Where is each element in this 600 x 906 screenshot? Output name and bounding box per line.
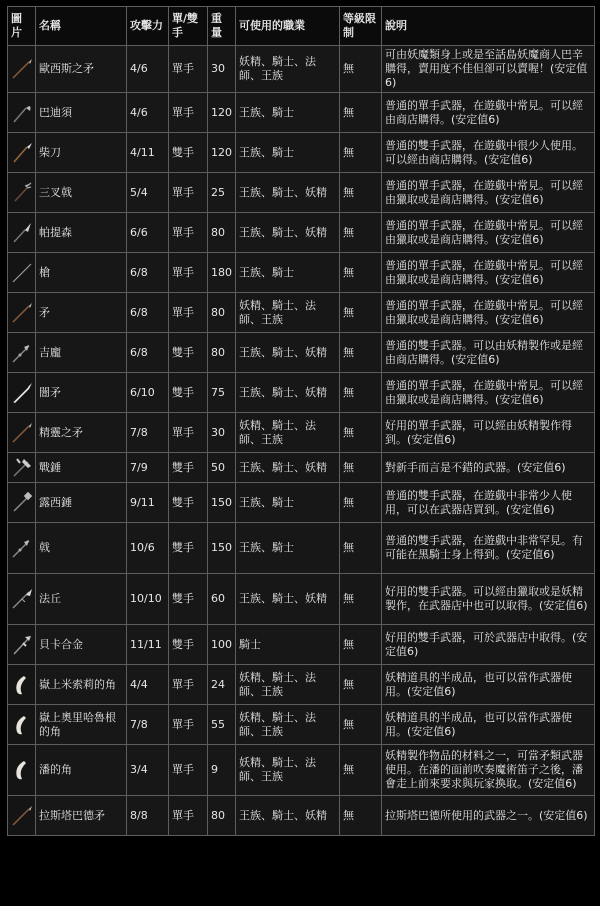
- cell-classes: 妖精、騎士、法師、王族: [236, 705, 340, 745]
- cell-hands: 單手: [169, 213, 208, 253]
- cell-name: 帕提森: [36, 213, 127, 253]
- horn-icon: [10, 673, 34, 697]
- cell-name: 柴刀: [36, 133, 127, 173]
- cell-weight: 9: [208, 745, 236, 796]
- cell-desc: 好用的單手武器，可以經由妖精製作得到。(安定值6): [382, 413, 595, 453]
- cell-icon: [8, 745, 36, 796]
- cell-level: 無: [340, 213, 382, 253]
- cell-weight: 150: [208, 523, 236, 574]
- cell-classes: 王族、騎士、妖精: [236, 574, 340, 625]
- cell-level: 無: [340, 173, 382, 213]
- cell-weight: 30: [208, 413, 236, 453]
- table-row: [8, 413, 595, 453]
- header-level: 等級限制: [340, 7, 382, 46]
- table-row: [8, 745, 595, 796]
- cell-desc: 妖精道具的半成品，也可以當作武器使用。(安定值6): [382, 705, 595, 745]
- lance-icon: [10, 261, 34, 285]
- header-row: [8, 7, 595, 46]
- cell-weight: 30: [208, 46, 236, 93]
- hammer-icon: [10, 491, 34, 515]
- cell-icon: [8, 133, 36, 173]
- cell-icon: [8, 625, 36, 665]
- table-row: [8, 483, 595, 523]
- cell-level: 無: [340, 745, 382, 796]
- trident-icon: [10, 181, 34, 205]
- cell-icon: [8, 796, 36, 836]
- halberd-icon: [10, 536, 34, 560]
- cell-name: 槍: [36, 253, 127, 293]
- cell-attack: 4/11: [127, 133, 169, 173]
- cell-name: 嶽上奧里哈魯根的角: [36, 705, 127, 745]
- cell-desc: 普通的單手武器，在遊戲中常見。可以經由獵取或是商店購得。(安定值6): [382, 213, 595, 253]
- cell-classes: 王族、騎士: [236, 483, 340, 523]
- cell-hands: 雙手: [169, 523, 208, 574]
- dark-spear-icon: [10, 381, 34, 405]
- war-hammer-icon: [10, 456, 34, 480]
- cell-name: 露西錘: [36, 483, 127, 523]
- cell-hands: 雙手: [169, 453, 208, 483]
- cell-attack: 4/4: [127, 665, 169, 705]
- header-hands: 單/雙手: [169, 7, 208, 46]
- cell-level: 無: [340, 665, 382, 705]
- cell-classes: 王族、騎士、妖精: [236, 453, 340, 483]
- cell-attack: 9/11: [127, 483, 169, 523]
- cell-attack: 7/9: [127, 453, 169, 483]
- table-row: [8, 625, 595, 665]
- cell-hands: 單手: [169, 293, 208, 333]
- cell-hands: 雙手: [169, 373, 208, 413]
- cell-attack: 6/6: [127, 213, 169, 253]
- cell-desc: 普通的單手武器，在遊戲中常見。可以經由獵取或是商店購得。(安定值6): [382, 373, 595, 413]
- cell-classes: 妖精、騎士、法師、王族: [236, 665, 340, 705]
- cell-classes: 王族、騎士、妖精: [236, 173, 340, 213]
- cell-classes: 王族、騎士: [236, 93, 340, 133]
- cell-name: 闇矛: [36, 373, 127, 413]
- cell-icon: [8, 293, 36, 333]
- cell-desc: 對新手而言是不錯的武器。(安定值6): [382, 453, 595, 483]
- cell-name: 拉斯塔巴德矛: [36, 796, 127, 836]
- table-row: [8, 133, 595, 173]
- header-weight: 重量: [208, 7, 236, 46]
- cell-classes: 王族、騎士: [236, 253, 340, 293]
- table-row: [8, 173, 595, 213]
- cell-attack: 7/8: [127, 705, 169, 745]
- cell-attack: 4/6: [127, 93, 169, 133]
- cell-name: 潘的角: [36, 745, 127, 796]
- cell-hands: 雙手: [169, 483, 208, 523]
- spear-icon: [10, 421, 34, 445]
- cell-hands: 雙手: [169, 133, 208, 173]
- cell-weight: 120: [208, 133, 236, 173]
- cell-level: 無: [340, 413, 382, 453]
- cell-name: 戟: [36, 523, 127, 574]
- cell-icon: [8, 665, 36, 705]
- cell-level: 無: [340, 453, 382, 483]
- cell-weight: 80: [208, 796, 236, 836]
- cell-icon: [8, 705, 36, 745]
- partisan-icon: [10, 221, 34, 245]
- cell-weight: 25: [208, 173, 236, 213]
- cell-hands: 單手: [169, 413, 208, 453]
- cell-attack: 6/8: [127, 293, 169, 333]
- table-row: [8, 46, 595, 93]
- cell-name: 精靈之矛: [36, 413, 127, 453]
- cell-level: 無: [340, 523, 382, 574]
- cell-level: 無: [340, 333, 382, 373]
- cell-name: 法丘: [36, 574, 127, 625]
- cell-desc: 妖精製作物品的材料之一，可當矛類武器使用。在潘的面前吹奏魔術笛子之後，潘會走上前來要求與玩家換取。(安定值6): [382, 745, 595, 796]
- cell-level: 無: [340, 293, 382, 333]
- header-attack: 攻擊力: [127, 7, 169, 46]
- table-row: [8, 705, 595, 745]
- table-row: [8, 453, 595, 483]
- cell-name: 吉龐: [36, 333, 127, 373]
- cell-icon: [8, 373, 36, 413]
- cell-hands: 單手: [169, 705, 208, 745]
- cell-classes: 王族、騎士: [236, 523, 340, 574]
- cell-desc: 普通的單手武器，在遊戲中常見。可以經由獵取或是商店購得。(安定值6): [382, 293, 595, 333]
- cell-name: 三叉戟: [36, 173, 127, 213]
- cell-level: 無: [340, 373, 382, 413]
- cell-level: 無: [340, 483, 382, 523]
- table-row: [8, 333, 595, 373]
- spear-icon: [10, 57, 34, 81]
- cell-icon: [8, 213, 36, 253]
- halberd-icon: [10, 341, 34, 365]
- header-desc: 說明: [382, 7, 595, 46]
- cell-classes: 王族、騎士、妖精: [236, 333, 340, 373]
- cell-desc: 普通的單手武器，在遊戲中常見。可以經由獵取或是商店購得。(安定值6): [382, 173, 595, 213]
- cell-icon: [8, 333, 36, 373]
- cell-attack: 7/8: [127, 413, 169, 453]
- cell-icon: [8, 93, 36, 133]
- cell-hands: 單手: [169, 796, 208, 836]
- cell-weight: 55: [208, 705, 236, 745]
- cell-desc: 普通的雙手武器。可以由妖精製作或是經由商店購得。(安定值6): [382, 333, 595, 373]
- cell-name: 巴迪須: [36, 93, 127, 133]
- cell-attack: 6/8: [127, 253, 169, 293]
- cell-hands: 單手: [169, 253, 208, 293]
- cell-attack: 4/6: [127, 46, 169, 93]
- table-row: [8, 213, 595, 253]
- cell-weight: 80: [208, 293, 236, 333]
- cell-desc: 可由妖魔類身上或是至話島妖魔商人巴辛購得，賣用度不佳但卻可以賣喔！(安定值6): [382, 46, 595, 93]
- cell-level: 無: [340, 133, 382, 173]
- cell-desc: 普通的雙手武器，在遊戲中很少人使用。可以經由商店購得。(安定值6): [382, 133, 595, 173]
- horn-icon: [10, 758, 34, 782]
- cell-classes: 王族、騎士、妖精: [236, 213, 340, 253]
- cell-weight: 60: [208, 574, 236, 625]
- table-row: [8, 796, 595, 836]
- naginata-icon: [10, 141, 34, 165]
- cell-weight: 150: [208, 483, 236, 523]
- cell-level: 無: [340, 796, 382, 836]
- cell-desc: 普通的雙手武器，在遊戲中非常少人使用，可以在武器店買到。(安定值6): [382, 483, 595, 523]
- cell-classes: 妖精、騎士、法師、王族: [236, 293, 340, 333]
- table-row: [8, 253, 595, 293]
- cell-desc: 好用的雙手武器。可以經由獵取或是妖精製作，在武器店中也可以取得。(安定值6): [382, 574, 595, 625]
- cell-desc: 普通的雙手武器，在遊戲中非常罕見。有可能在黑騎士身上得到。(安定值6): [382, 523, 595, 574]
- cell-attack: 6/10: [127, 373, 169, 413]
- cell-weight: 75: [208, 373, 236, 413]
- cell-hands: 單手: [169, 665, 208, 705]
- table-row: [8, 293, 595, 333]
- bec-de-corbin-icon: [10, 633, 34, 657]
- cell-classes: 騎士: [236, 625, 340, 665]
- cell-classes: 王族、騎士: [236, 133, 340, 173]
- cell-icon: [8, 46, 36, 93]
- cell-desc: 普通的單手武器，在遊戲中常見。可以經由商店購得。(安定值6): [382, 93, 595, 133]
- cell-hands: 雙手: [169, 574, 208, 625]
- cell-desc: 妖精道具的半成品，也可以當作武器使用。(安定值6): [382, 665, 595, 705]
- horn-icon: [10, 713, 34, 737]
- weapon-table: [7, 6, 595, 836]
- cell-level: 無: [340, 705, 382, 745]
- cell-attack: 3/4: [127, 745, 169, 796]
- cell-hands: 單手: [169, 46, 208, 93]
- cell-attack: 11/11: [127, 625, 169, 665]
- cell-icon: [8, 413, 36, 453]
- cell-classes: 妖精、騎士、法師、王族: [236, 46, 340, 93]
- cell-weight: 80: [208, 333, 236, 373]
- fauchard-icon: [10, 587, 34, 611]
- cell-hands: 單手: [169, 745, 208, 796]
- spear-icon: [10, 301, 34, 325]
- cell-level: 無: [340, 253, 382, 293]
- cell-icon: [8, 523, 36, 574]
- header-icon: 圖片: [8, 7, 36, 46]
- table-row: [8, 574, 595, 625]
- cell-name: 貝卡合金: [36, 625, 127, 665]
- cell-icon: [8, 483, 36, 523]
- cell-icon: [8, 173, 36, 213]
- cell-hands: 單手: [169, 173, 208, 213]
- spear-icon: [10, 804, 34, 828]
- header-name: 名稱: [36, 7, 127, 46]
- cell-level: 無: [340, 625, 382, 665]
- glaive-icon: [10, 101, 34, 125]
- cell-desc: 好用的雙手武器，可於武器店中取得。(安定值6): [382, 625, 595, 665]
- table-row: [8, 665, 595, 705]
- cell-attack: 8/8: [127, 796, 169, 836]
- cell-weight: 50: [208, 453, 236, 483]
- cell-name: 嶽上米索莉的角: [36, 665, 127, 705]
- cell-name: 矛: [36, 293, 127, 333]
- cell-icon: [8, 253, 36, 293]
- table-row: [8, 373, 595, 413]
- cell-weight: 180: [208, 253, 236, 293]
- cell-level: 無: [340, 46, 382, 93]
- cell-weight: 24: [208, 665, 236, 705]
- cell-classes: 王族、騎士、妖精: [236, 373, 340, 413]
- cell-classes: 妖精、騎士、法師、王族: [236, 413, 340, 453]
- cell-attack: 6/8: [127, 333, 169, 373]
- cell-weight: 80: [208, 213, 236, 253]
- cell-desc: 普通的單手武器，在遊戲中常見。可以經由獵取或是商店購得。(安定值6): [382, 253, 595, 293]
- cell-classes: 王族、騎士、妖精: [236, 796, 340, 836]
- cell-name: 歐西斯之矛: [36, 46, 127, 93]
- cell-weight: 120: [208, 93, 236, 133]
- header-classes: 可使用的職業: [236, 7, 340, 46]
- cell-attack: 10/10: [127, 574, 169, 625]
- table-row: [8, 93, 595, 133]
- cell-attack: 10/6: [127, 523, 169, 574]
- cell-level: 無: [340, 574, 382, 625]
- cell-icon: [8, 453, 36, 483]
- cell-desc: 拉斯塔巴德所使用的武器之一。(安定值6): [382, 796, 595, 836]
- table-row: [8, 523, 595, 574]
- cell-hands: 雙手: [169, 625, 208, 665]
- cell-hands: 雙手: [169, 333, 208, 373]
- cell-weight: 100: [208, 625, 236, 665]
- cell-hands: 單手: [169, 93, 208, 133]
- cell-level: 無: [340, 93, 382, 133]
- cell-attack: 5/4: [127, 173, 169, 213]
- cell-name: 戰錘: [36, 453, 127, 483]
- cell-classes: 妖精、騎士、法師、王族: [236, 745, 340, 796]
- cell-icon: [8, 574, 36, 625]
